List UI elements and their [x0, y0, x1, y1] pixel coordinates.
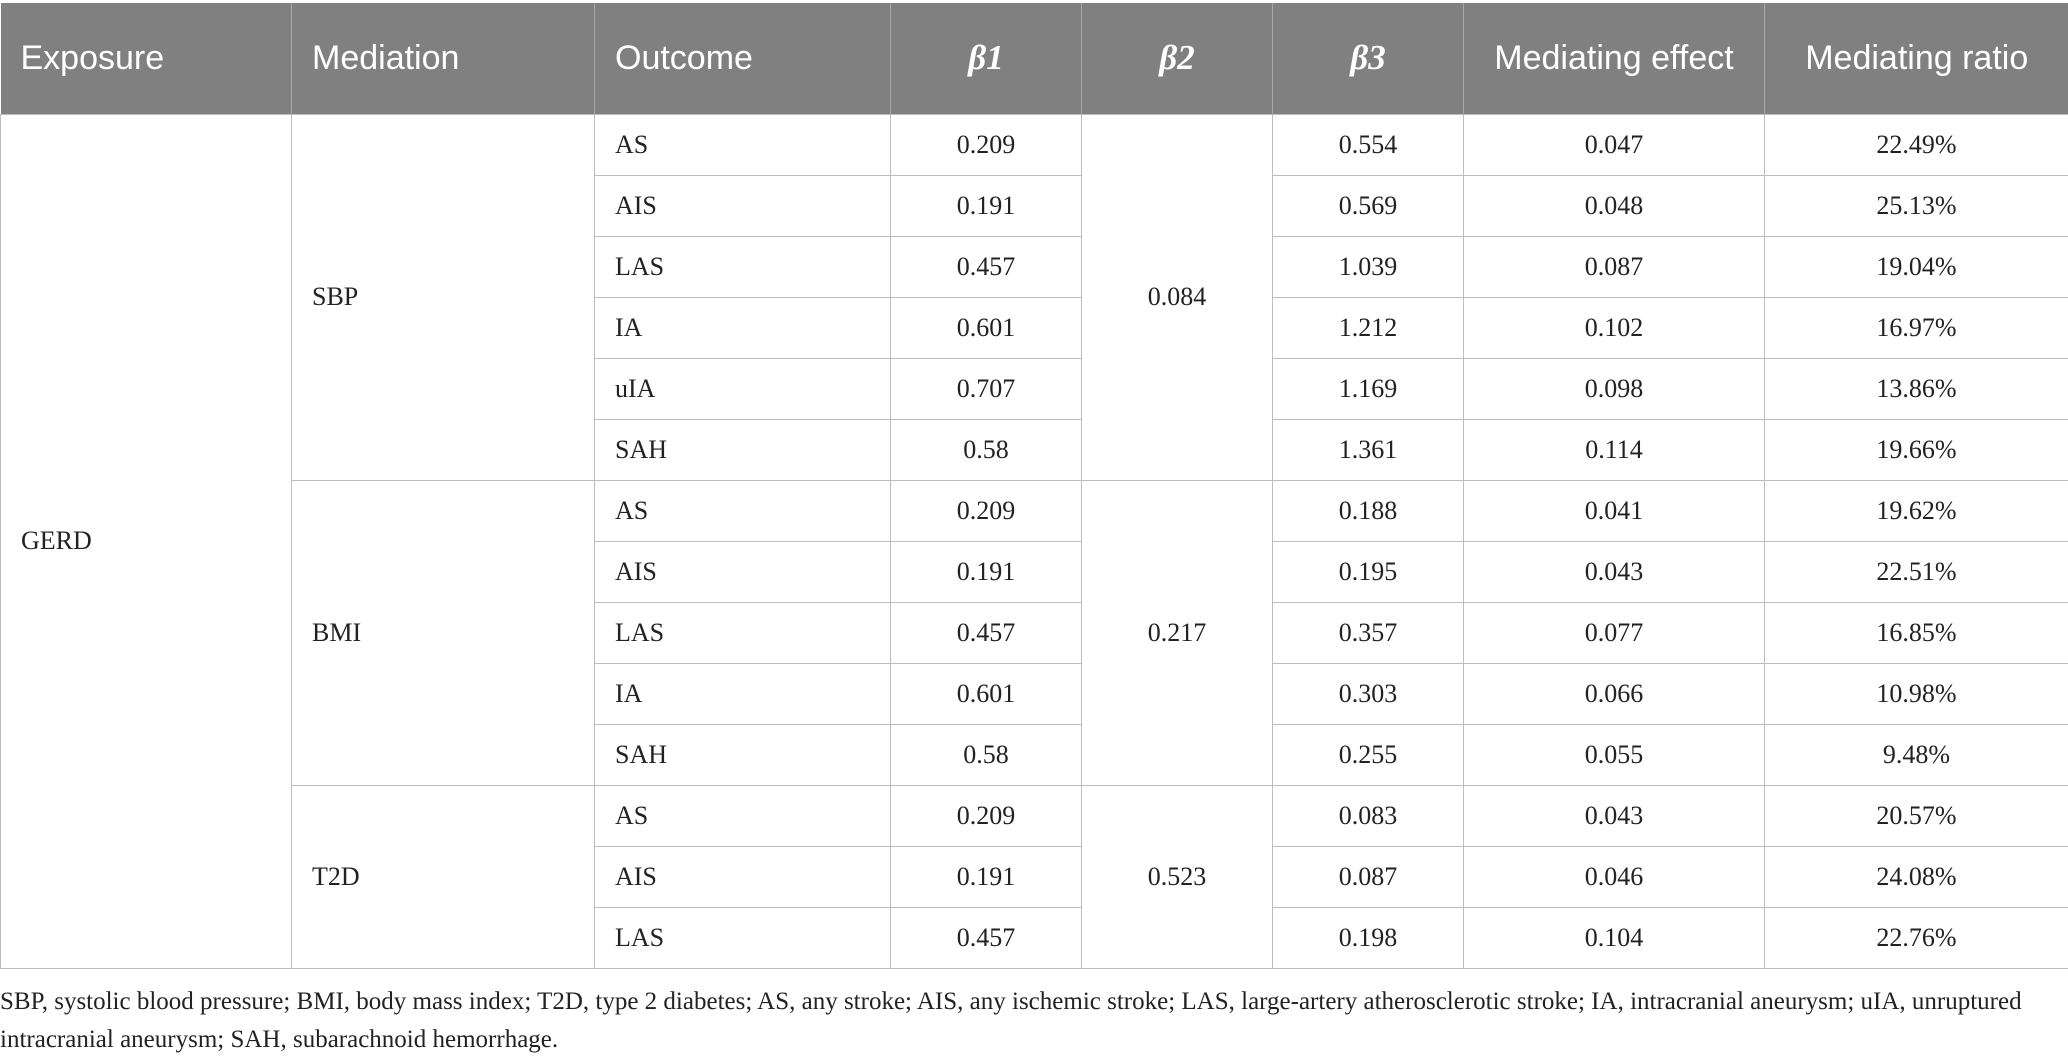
table-row: [1, 114, 2068, 175]
mediation-table: [0, 3, 2068, 969]
beta1-cell: 0.58: [891, 724, 1082, 785]
mediating-ratio-cell: 16.97%: [1765, 297, 2068, 358]
mediating-ratio-cell: 22.76%: [1765, 907, 2068, 968]
mediating-effect-cell: 0.077: [1464, 602, 1765, 663]
mediating-effect-cell: 0.046: [1464, 846, 1765, 907]
header-outcome: Outcome: [595, 3, 891, 114]
beta3-cell: 1.361: [1273, 419, 1464, 480]
outcome-cell: AIS: [595, 846, 891, 907]
mediation-cell: BMI: [292, 480, 595, 785]
beta3-cell: 0.554: [1273, 114, 1464, 175]
header-mediating-effect: Mediating effect: [1464, 3, 1765, 114]
beta3-cell: 0.255: [1273, 724, 1464, 785]
mediating-ratio-cell: 22.49%: [1765, 114, 2068, 175]
table-body: [1, 114, 2068, 968]
table-footnote: SBP, systolic blood pressure; BMI, body mass index; T2D, type 2 diabetes; AS, any stroke; AIS, any ischemic stroke; LAS, large-artery atherosclerotic stroke; IA, intracranial aneurysm; uIA, unruptured intracranial aneurysm; SAH, subarachnoid hemorrhage.: [0, 988, 2022, 1053]
beta3-cell: 0.198: [1273, 907, 1464, 968]
mediating-ratio-cell: 25.13%: [1765, 175, 2068, 236]
outcome-cell: uIA: [595, 358, 891, 419]
beta1-cell: 0.457: [891, 236, 1082, 297]
beta3-cell: 0.188: [1273, 480, 1464, 541]
header-exposure: Exposure: [1, 3, 292, 114]
beta3-cell: 0.357: [1273, 602, 1464, 663]
mediating-ratio-cell: 22.51%: [1765, 541, 2068, 602]
header-beta1: β1: [891, 3, 1082, 114]
beta1-cell: 0.601: [891, 297, 1082, 358]
beta3-cell: 1.212: [1273, 297, 1464, 358]
mediating-effect-cell: 0.048: [1464, 175, 1765, 236]
outcome-cell: AS: [595, 785, 891, 846]
mediating-ratio-cell: 19.04%: [1765, 236, 2068, 297]
beta2-cell: 0.084: [1082, 114, 1273, 480]
header-row: [1, 3, 2068, 114]
beta1-cell: 0.457: [891, 907, 1082, 968]
outcome-cell: LAS: [595, 236, 891, 297]
mediating-effect-cell: 0.041: [1464, 480, 1765, 541]
beta1-cell: 0.209: [891, 480, 1082, 541]
beta1-cell: 0.191: [891, 175, 1082, 236]
outcome-cell: LAS: [595, 602, 891, 663]
mediating-effect-cell: 0.114: [1464, 419, 1765, 480]
beta1-cell: 0.191: [891, 846, 1082, 907]
beta1-cell: 0.209: [891, 114, 1082, 175]
mediating-effect-cell: 0.047: [1464, 114, 1765, 175]
exposure-cell: GERD: [1, 114, 292, 968]
header-mediating-ratio: Mediating ratio: [1765, 3, 2068, 114]
mediating-ratio-cell: 9.48%: [1765, 724, 2068, 785]
outcome-cell: LAS: [595, 907, 891, 968]
mediating-ratio-cell: 19.62%: [1765, 480, 2068, 541]
outcome-cell: AIS: [595, 541, 891, 602]
header-mediation: Mediation: [292, 3, 595, 114]
mediating-ratio-cell: 16.85%: [1765, 602, 2068, 663]
outcome-cell: SAH: [595, 724, 891, 785]
mediation-cell: T2D: [292, 785, 595, 968]
beta1-cell: 0.209: [891, 785, 1082, 846]
outcome-cell: AS: [595, 114, 891, 175]
mediating-effect-cell: 0.104: [1464, 907, 1765, 968]
beta3-cell: 1.039: [1273, 236, 1464, 297]
mediating-effect-cell: 0.102: [1464, 297, 1765, 358]
mediating-effect-cell: 0.087: [1464, 236, 1765, 297]
table-row: [1, 785, 2068, 846]
mediating-ratio-cell: 20.57%: [1765, 785, 2068, 846]
mediating-ratio-cell: 24.08%: [1765, 846, 2068, 907]
mediating-effect-cell: 0.066: [1464, 663, 1765, 724]
mediating-effect-cell: 0.043: [1464, 785, 1765, 846]
beta3-cell: 0.195: [1273, 541, 1464, 602]
header-beta3: β3: [1273, 3, 1464, 114]
mediating-ratio-cell: 19.66%: [1765, 419, 2068, 480]
beta1-cell: 0.707: [891, 358, 1082, 419]
beta1-cell: 0.601: [891, 663, 1082, 724]
beta3-cell: 0.569: [1273, 175, 1464, 236]
mediating-effect-cell: 0.043: [1464, 541, 1765, 602]
beta1-cell: 0.58: [891, 419, 1082, 480]
mediating-effect-cell: 0.098: [1464, 358, 1765, 419]
beta2-cell: 0.523: [1082, 785, 1273, 968]
beta1-cell: 0.191: [891, 541, 1082, 602]
beta3-cell: 0.083: [1273, 785, 1464, 846]
mediating-effect-cell: 0.055: [1464, 724, 1765, 785]
mediating-ratio-cell: 10.98%: [1765, 663, 2068, 724]
mediating-ratio-cell: 13.86%: [1765, 358, 2068, 419]
outcome-cell: IA: [595, 663, 891, 724]
table-row: [1, 480, 2068, 541]
header-beta2: β2: [1082, 3, 1273, 114]
beta3-cell: 0.087: [1273, 846, 1464, 907]
mediation-cell: SBP: [292, 114, 595, 480]
beta1-cell: 0.457: [891, 602, 1082, 663]
outcome-cell: AS: [595, 480, 891, 541]
beta3-cell: 0.303: [1273, 663, 1464, 724]
outcome-cell: AIS: [595, 175, 891, 236]
outcome-cell: SAH: [595, 419, 891, 480]
beta3-cell: 1.169: [1273, 358, 1464, 419]
outcome-cell: IA: [595, 297, 891, 358]
beta2-cell: 0.217: [1082, 480, 1273, 785]
